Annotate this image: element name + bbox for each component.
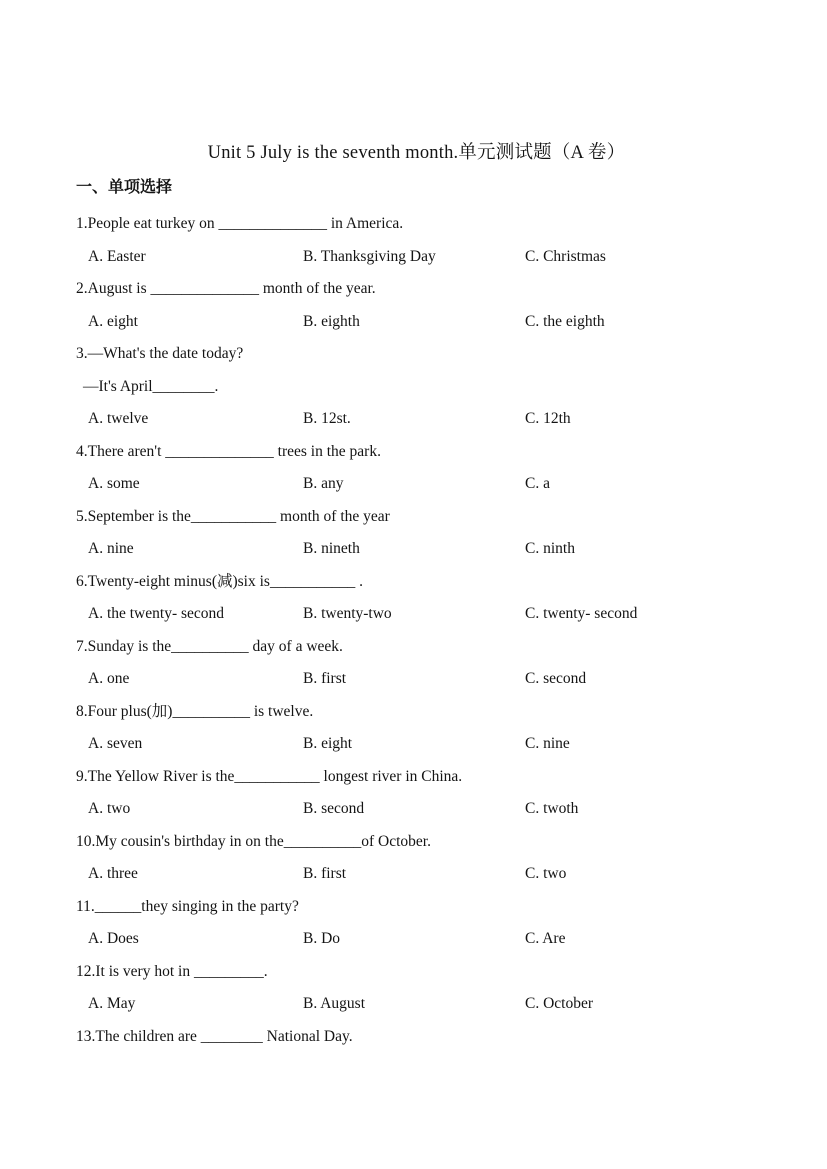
question-text: 1.People eat turkey on ______________ in America. (76, 215, 404, 232)
question-block-1 (76, 208, 757, 273)
question-text: 6.Twenty-eight minus(减)six is___________ . (76, 572, 363, 590)
option-c: C. ninth (525, 540, 575, 557)
option-c: C. two (525, 865, 567, 882)
question-text: 8.Four plus(加)__________ is twelve. (76, 702, 314, 720)
options-row (76, 468, 757, 501)
options-row (76, 988, 757, 1021)
question-text: 3.—What's the date today? (76, 345, 244, 362)
option-c: C. twoth (525, 800, 579, 817)
question-block-10 (76, 826, 757, 891)
question-text: 11.______they singing in the party? (76, 897, 299, 915)
question-block-4 (76, 436, 757, 501)
option-b: B. any (303, 475, 344, 492)
option-b: B. second (303, 800, 365, 817)
option-c: C. 12th (525, 410, 571, 427)
option-c: C. a (525, 475, 550, 492)
option-a: A. nine (88, 540, 134, 557)
option-a: A. seven (88, 735, 143, 752)
option-c: C. Christmas (525, 247, 606, 265)
question-text: 12.It is very hot in _________. (76, 962, 268, 980)
options-row (76, 306, 757, 339)
question-block-6 (76, 566, 757, 631)
option-c: C. nine (525, 735, 570, 752)
options-row (76, 728, 757, 761)
options-row (76, 858, 757, 891)
question-text: 4.There aren't ______________ trees in the park. (76, 442, 381, 460)
question-text: 2.August is ______________ month of the year. (76, 280, 376, 297)
question-text: 9.The Yellow River is the___________ longest river in China. (76, 767, 463, 785)
option-a: A. Easter (88, 247, 146, 265)
option-b: B. nineth (303, 540, 360, 557)
question-block-3 (76, 338, 757, 436)
options-row (76, 793, 757, 826)
option-a: A. May (88, 995, 136, 1012)
option-c: C. the eighth (525, 312, 605, 330)
question-block-9 (76, 761, 757, 826)
option-b: B. twenty-two (303, 605, 392, 622)
question-block-11 (76, 891, 757, 956)
question-text: 7.Sunday is the__________ day of a week. (76, 637, 343, 655)
option-c: C. October (525, 995, 594, 1012)
option-a: A. three (88, 865, 138, 882)
question-block-8 (76, 696, 757, 761)
option-c: C. twenty- second (525, 605, 638, 622)
section-heading: 一、单项选择 (76, 179, 173, 196)
option-b: B. August (303, 995, 366, 1012)
option-b: B. eight (303, 735, 353, 752)
option-a: A. the twenty- second (88, 605, 225, 622)
option-a: A. twelve (88, 410, 149, 427)
option-b: B. Thanksgiving Day (303, 247, 436, 265)
options-row (76, 923, 757, 956)
option-a: A. two (88, 800, 131, 817)
options-row (76, 403, 757, 436)
question-block-12 (76, 956, 757, 1021)
option-b: B. Do (303, 930, 341, 947)
option-c: C. Are (525, 930, 566, 947)
options-row (76, 663, 757, 696)
question-block-2 (76, 273, 757, 338)
option-b: B. first (303, 865, 347, 882)
option-a: A. some (88, 475, 140, 492)
question-text: 10.My cousin's birthday in on the__________of October. (76, 832, 431, 850)
question-text: 13.The children are ________ National Day. (76, 1027, 353, 1045)
question-block-7 (76, 631, 757, 696)
page-title: Unit 5 July is the seventh month.单元测试题（A 卷） (207, 143, 626, 163)
options-row (76, 598, 757, 631)
option-b: B. 12st. (303, 410, 351, 427)
question-list (76, 208, 757, 1053)
question-text: —It's April________. (83, 377, 219, 395)
option-a: A. eight (88, 312, 138, 330)
options-row (76, 241, 757, 274)
option-a: A. one (88, 670, 130, 687)
question-block-13 (76, 1021, 757, 1054)
options-row (76, 533, 757, 566)
option-b: B. eighth (303, 312, 360, 330)
option-a: A. Does (88, 930, 139, 947)
question-block-5 (76, 501, 757, 566)
option-b: B. first (303, 670, 347, 687)
option-c: C. second (525, 670, 587, 687)
question-text: 5.September is the___________ month of the year (76, 507, 390, 525)
